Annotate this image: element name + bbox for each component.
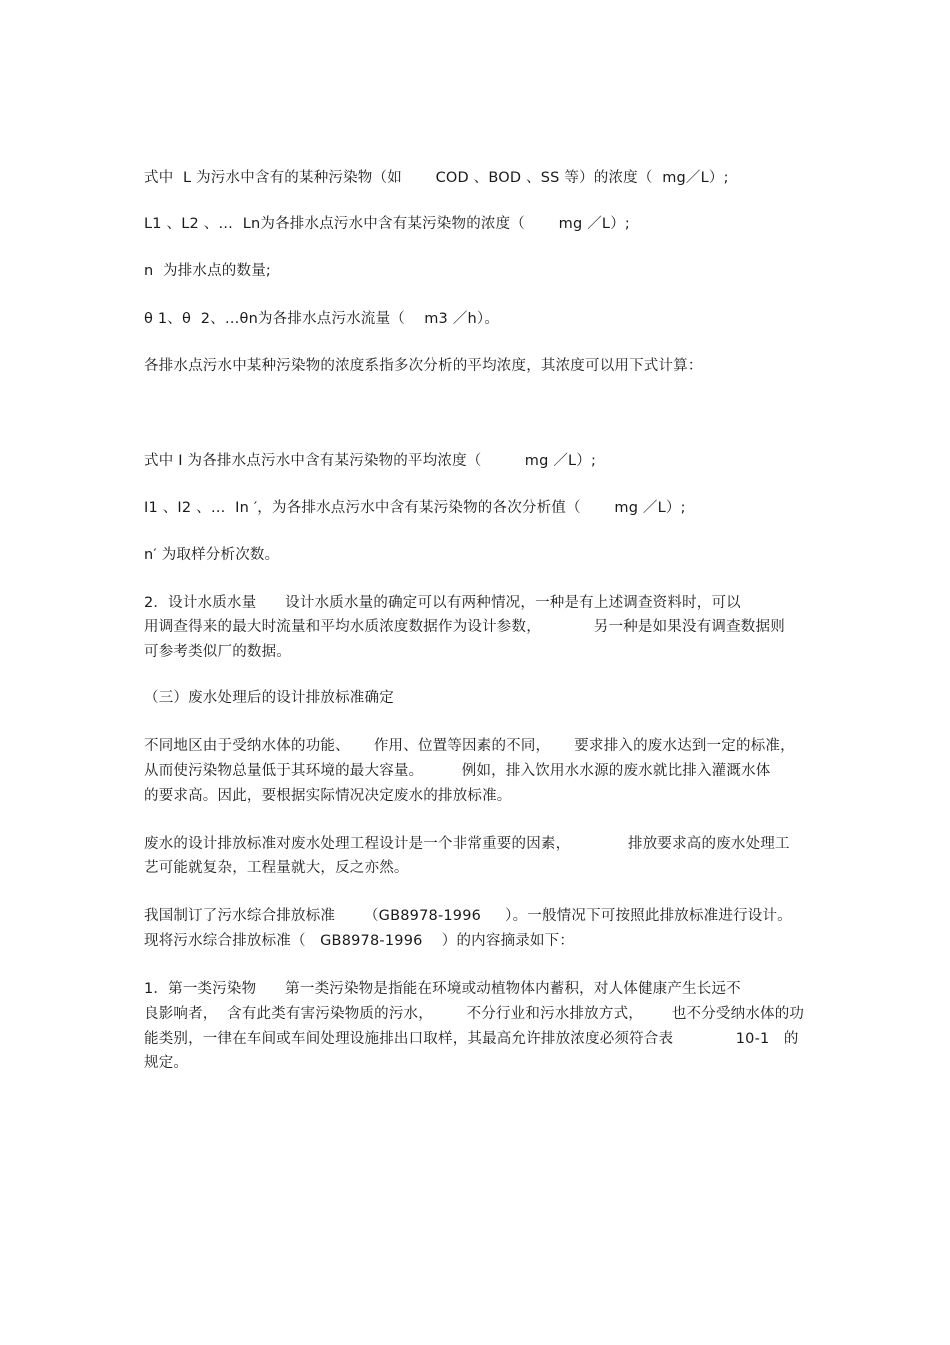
section-heading: （三）废水处理后的设计排放标准确定: [144, 690, 394, 706]
text-line: 规定。: [144, 1055, 189, 1071]
text-line: 能类别，一律在车间或车间处理设施排出口取样，其最高允许排放浓度必须符合表 10-1 的: [144, 1031, 799, 1047]
text-line: L1 、L2 、… Ln为各排水点污水中含有某污染物的浓度（ mg ／L）;: [144, 216, 630, 232]
text-line: n 为排水点的数量;: [144, 263, 271, 279]
text-line: 不同地区由于受纳水体的功能、 作用、位置等因素的不同， 要求排入的废水达到一定的标准，: [144, 738, 795, 754]
text-line: 从而使污染物总量低于其环境的最大容量。 例如，排入饮用水水源的废水就比排入灌溉水体: [144, 763, 771, 779]
text-line: 式中 I 为各排水点污水中含有某污染物的平均浓度（ mg ／L）;: [144, 453, 597, 469]
text-line: 各排水点污水中某种污染物的浓度系指多次分析的平均浓度，其浓度可以用下式计算：: [144, 358, 703, 374]
text-line: 用调查得来的最大时流量和平均水质浓度数据作为设计参数， 另一种是如果没有调查数据则: [144, 619, 785, 635]
text-line: θ 1、θ 2、…θn为各排水点污水流量（ m3 ／h）。: [144, 311, 500, 327]
text-line: 艺可能就复杂，工程量就大，反之亦然。: [144, 860, 409, 876]
text-line: 现将污水综合排放标准（ GB8978-1996 ）的内容摘录如下：: [144, 933, 575, 949]
text-line: 的要求高。因此，要根据实际情况决定废水的排放标准。: [144, 788, 512, 804]
text-line: 良影响者， 含有此类有害污染物质的污水， 不分行业和污水排放方式， 也不分受纳水体的功: [144, 1006, 805, 1022]
text-line: 废水的设计排放标准对废水处理工程设计是一个非常重要的因素， 排放要求高的废水处理工: [144, 836, 790, 852]
text-line: 1．第一类污染物 第一类污染物是指能在环境或动植物体内蓄积，对人体健康产生长远不: [144, 981, 741, 997]
text-line: 式中 L 为污水中含有的某种污染物（如 COD 、BOD 、SS 等）的浓度（ mg／L）;: [144, 170, 729, 186]
text-line: 2．设计水质水量 设计水质水量的确定可以有两种情况，一种是有上述调查资料时，可以: [144, 595, 741, 611]
text-line: 我国制订了污水综合排放标准 （GB8978-1996 ）。一般情况下可按照此排放标准进行设计。: [144, 908, 792, 924]
text-line: 可参考类似厂的数据。: [144, 644, 291, 660]
text-line: I1 、I2 、… In ′，为各排水点污水中含有某污染物的各次分析值（ mg ／L）;: [144, 500, 686, 516]
text-line: n′ 为取样分析次数。: [144, 547, 280, 563]
